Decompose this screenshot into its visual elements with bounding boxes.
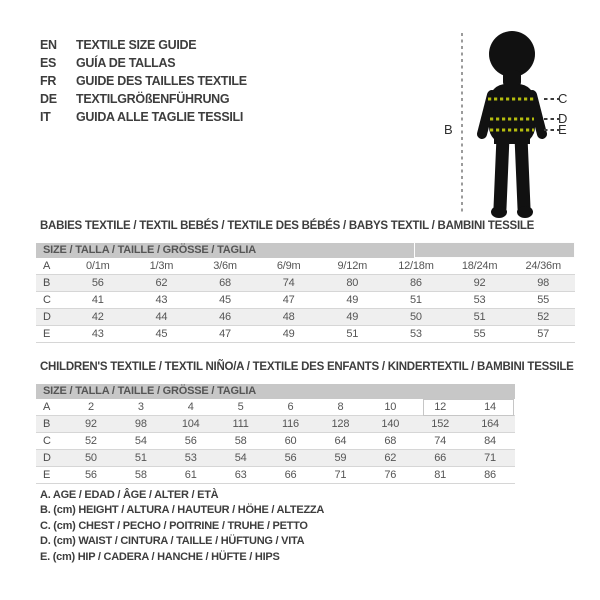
row-label: D: [43, 452, 51, 464]
table-cell: 43: [155, 294, 168, 306]
language-title: GUÍA DE TALLAS: [76, 56, 176, 70]
table-cell: 52: [537, 311, 550, 323]
table-cell: 45: [155, 328, 168, 340]
legend-item: E. (cm) HIP / CADERA / HANCHE / HÜFTE / HIPS: [40, 550, 280, 563]
table-cell: 104: [181, 418, 200, 430]
table-cell: 49: [346, 311, 359, 323]
table-cell: 6: [287, 401, 294, 413]
table-row: [36, 399, 515, 416]
table-cell: 18/24m: [461, 260, 498, 272]
table-cell: 5: [237, 401, 244, 413]
table-cell: 55: [537, 294, 550, 306]
language-code: FR: [40, 74, 57, 88]
table-cell: 43: [91, 328, 104, 340]
table-cell: 98: [537, 277, 550, 289]
table-cell: 76: [384, 469, 397, 481]
language-title: GUIDE DES TAILLES TEXTILE: [76, 74, 247, 88]
table-row: [36, 467, 515, 484]
table-cell: 64: [334, 435, 347, 447]
table-cell: 62: [384, 452, 397, 464]
table-cell: 66: [284, 469, 297, 481]
table-cell: 50: [410, 311, 422, 323]
legend-item: A. AGE / EDAD / ÂGE / ALTER / ETÀ: [40, 489, 219, 501]
table-cell: 71: [484, 452, 496, 464]
table-cell: 56: [284, 452, 297, 464]
table-cell: 12/18m: [398, 260, 434, 272]
table-cell: 74: [282, 277, 295, 289]
table-cell: 47: [219, 328, 231, 340]
label-waist-d: D: [558, 111, 568, 126]
table-cell: 24/36m: [525, 260, 561, 272]
language-title: GUIDA ALLE TAGLIE TESSILI: [76, 110, 244, 124]
language-code: IT: [40, 110, 51, 124]
babies-table: [36, 258, 575, 343]
language-row: [40, 54, 247, 72]
table-cell: 86: [410, 277, 422, 289]
row-label: A: [43, 401, 51, 413]
label-height-b: B: [444, 122, 453, 137]
legend-item: B. (cm) HEIGHT / ALTURA / HAUTEUR / HÖHE / ALTEZZA: [40, 504, 325, 517]
table-cell: 9/12m: [337, 260, 368, 272]
row-label: B: [43, 418, 51, 430]
table-cell: 60: [284, 435, 297, 447]
table-cell: 74: [434, 435, 447, 447]
babies-table-title: BABIES TEXTILE / TEXTIL BEBÉS / TEXTILE DES BÉBÉS / BABYS TEXTIL / BAMBINI TESSILE: [40, 220, 535, 232]
language-row: [40, 72, 247, 90]
table-cell: 59: [334, 452, 347, 464]
table-cell: 48: [282, 311, 295, 323]
table-cell: 46: [219, 311, 231, 323]
table-cell: 58: [234, 435, 247, 447]
label-chest-c: C: [558, 91, 568, 106]
table-cell: 56: [184, 435, 197, 447]
table-cell: 61: [184, 469, 197, 481]
table-cell: 4: [187, 401, 194, 413]
language-code: ES: [40, 56, 57, 70]
table-cell: 6/9m: [276, 260, 301, 272]
table-cell: 54: [134, 435, 147, 447]
babies-size-header-bar: SIZE / TALLA / TAILLE / GRÖSSE / TAGLIA: [36, 243, 575, 258]
language-row: [40, 36, 247, 54]
table-row: [36, 292, 575, 309]
table-cell: 63: [234, 469, 247, 481]
table-cell: 50: [85, 452, 97, 464]
table-cell: 14: [484, 401, 496, 413]
table-cell: 49: [282, 328, 295, 340]
legend-item: D. (cm) WAIST / CINTURA / TAILLE / HÜFTUNG / VITA: [40, 535, 305, 548]
table-cell: 51: [346, 328, 359, 340]
table-cell: 44: [155, 311, 168, 323]
table-cell: 3/6m: [213, 260, 237, 272]
table-cell: 41: [91, 294, 104, 306]
table-cell: 116: [282, 418, 299, 430]
table-cell: 58: [134, 469, 147, 481]
table-cell: 3: [137, 401, 144, 413]
children-size-header-bar: SIZE / TALLA / TAILLE / GRÖSSE / TAGLIA: [36, 384, 515, 399]
table-cell: 152: [431, 418, 450, 430]
table-cell: 2: [87, 401, 94, 413]
table-cell: 42: [91, 311, 104, 323]
measurement-legend: [40, 488, 324, 565]
table-cell: 12: [434, 401, 447, 413]
table-cell: 71: [334, 469, 347, 481]
table-row: [36, 309, 575, 326]
row-label: E: [43, 328, 51, 340]
table-cell: 80: [346, 277, 359, 289]
table-cell: 54: [234, 452, 247, 464]
language-code: DE: [40, 92, 57, 106]
table-cell: 53: [410, 328, 422, 340]
children-table: [36, 399, 515, 484]
table-cell: 68: [384, 435, 397, 447]
table-cell: 92: [85, 418, 97, 430]
table-cell: 10: [384, 401, 397, 413]
table-row: [36, 275, 575, 292]
legend-item: C. (cm) CHEST / PECHO / POITRINE / TRUHE / PETTO: [40, 519, 308, 532]
table-cell: 53: [184, 452, 197, 464]
table-cell: 45: [219, 294, 231, 306]
table-cell: 86: [484, 469, 496, 481]
row-label: C: [43, 294, 51, 306]
table-cell: 111: [232, 418, 249, 430]
table-cell: 57: [537, 328, 550, 340]
table-cell: 66: [434, 452, 447, 464]
table-row: [36, 258, 575, 275]
row-label: B: [43, 277, 51, 289]
table-cell: 55: [473, 328, 486, 340]
table-cell: 51: [473, 311, 486, 323]
table-cell: 98: [134, 418, 147, 430]
table-cell: 92: [473, 277, 486, 289]
table-cell: 52: [85, 435, 97, 447]
table-cell: 53: [473, 294, 486, 306]
table-row: [36, 450, 515, 467]
language-list: [40, 36, 247, 126]
silhouette-shape: [482, 31, 542, 218]
table-cell: 128: [331, 418, 350, 430]
table-cell: 51: [410, 294, 422, 306]
table-cell: 62: [155, 277, 168, 289]
language-title: TEXTILE SIZE GUIDE: [76, 38, 197, 52]
table-cell: 56: [91, 277, 104, 289]
table-cell: 84: [484, 435, 496, 447]
table-row: [36, 433, 515, 450]
row-label: A: [43, 260, 51, 272]
row-label: E: [43, 469, 51, 481]
language-row: [40, 108, 247, 126]
table-row: [36, 326, 575, 343]
row-label: C: [43, 435, 51, 447]
table-cell: 51: [134, 452, 147, 464]
row-label: D: [43, 311, 51, 323]
language-code: EN: [40, 38, 57, 52]
language-title: TEXTILGRÖßENFÜHRUNG: [76, 92, 230, 106]
table-cell: 164: [481, 418, 499, 430]
table-cell: 68: [219, 277, 231, 289]
child-silhouette: [440, 22, 600, 227]
table-cell: 56: [85, 469, 97, 481]
table-cell: 47: [282, 294, 295, 306]
label-hip-e: E: [558, 122, 567, 137]
table-cell: 0/1m: [85, 260, 110, 272]
table-cell: 140: [381, 418, 400, 430]
children-table-title: CHILDREN'S TEXTILE / TEXTIL NIÑO/A / TEXTILE DES ENFANTS / KINDERTEXTIL / BAMBINI TESSILE: [40, 361, 574, 373]
table-cell: 49: [346, 294, 359, 306]
table-row: [36, 416, 515, 433]
table-cell: 1/3m: [149, 260, 174, 272]
table-cell: 81: [434, 469, 447, 481]
table-cell: 8: [337, 401, 344, 413]
language-row: [40, 90, 247, 108]
